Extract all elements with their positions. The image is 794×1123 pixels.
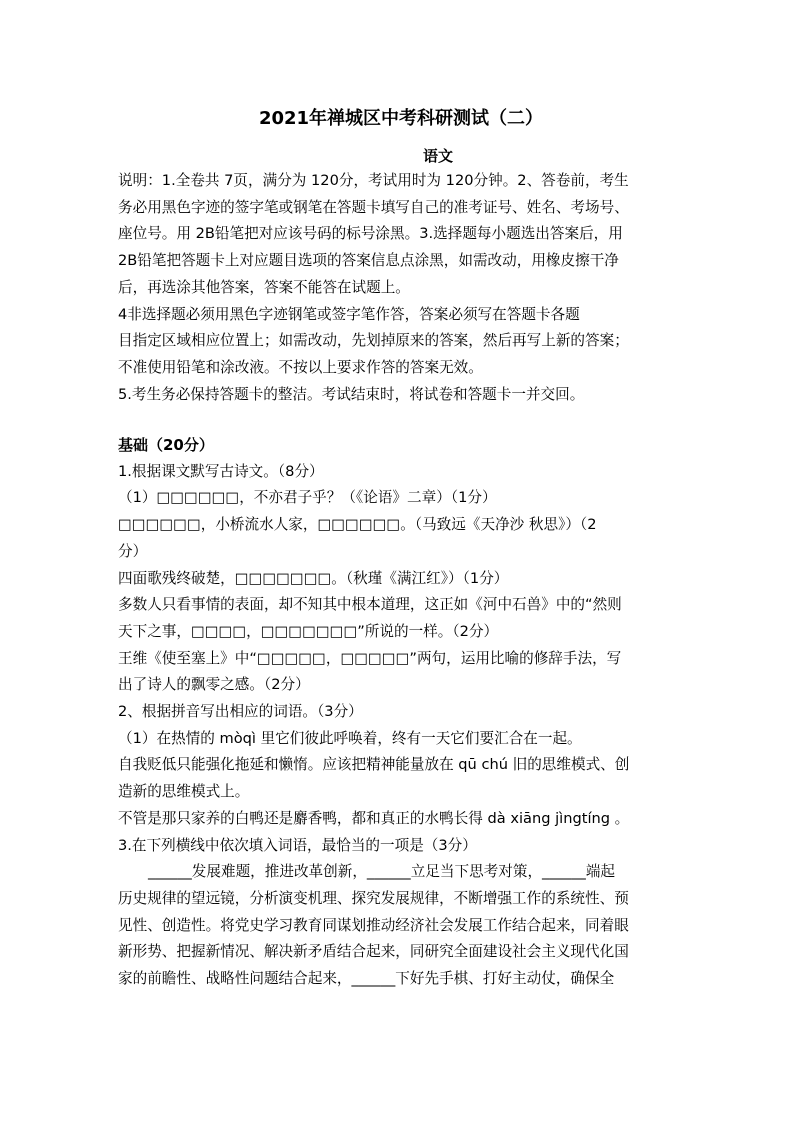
instruction-line: 5.考生务必保持答题卡的整洁。考试结束时，将试卷和答题卡一并交回。 (118, 385, 585, 403)
passage-line: 新形势、把握新情况、解决新矛盾结合起来，同研究全面建设社会主义现代化国 (118, 943, 629, 961)
question-line: 天下之事，□□□□，□□□□□□□”所说的一样。（2分） (118, 622, 499, 640)
question-line: 3.在下列横线中依次填入词语，最恰当的一项是（3分） (118, 836, 477, 854)
instructions (118, 168, 684, 408)
section-heading: 基础（20分） (118, 436, 214, 454)
question-line: 出了诗人的飘零之感。（2分） (118, 676, 310, 694)
instruction-line: 4非选择题必须用黑色字迹钢笔或签字笔作答，答案必须写在答题卡各题 (118, 305, 580, 323)
passage-line: 家的前瞻性、战略性问题结合起来，______下好先手棋、打好主动仗，确保全 (118, 970, 615, 988)
instruction-line: 说明：1.全卷共 7页，满分为 120分，考试用时为 120分钟。2、答卷前，考生 (118, 172, 629, 189)
passage-line: 历史规律的望远镜，分析演变机理、探究发展规律，不断增强工作的系统性、预 (118, 889, 629, 907)
instruction-line: 座位号。用 2B铅笔把对应该号码的标号涂黑。3.选择题每小题选出答案后，用 (118, 225, 623, 243)
question-line: （1）在热情的 mòqì 里它们彼此呼唤着，终有一天它们要汇合在一起。 (118, 729, 582, 747)
question-line: 不管是那只家养的白鸭还是麝香鸭，都和真正的水鸭长得 dà xiāng jìngtíng 。 (118, 809, 630, 827)
instruction-line: 2B铅笔把答题卡上对应题目选项的答案信息点涂黑，如需改动，用橡皮擦干净 (118, 252, 619, 270)
question-line: □□□□□□，小桥流水人家，□□□□□□。（马致远《天净沙 秋思》）（2 (118, 516, 597, 534)
question-line: 王维《使至塞上》中“□□□□□，□□□□□”两句，运用比喻的修辞手法，写 (118, 649, 622, 667)
question-line: （1）□□□□□□，不亦君子乎？（《论语》二章）（1分） (118, 489, 497, 507)
question-line: 自我贬低只能强化拖延和懒惰。应该把精神能量放在 qū chú 旧的思维模式、创 (118, 756, 630, 774)
exam-title: 2021年禅城区中考科研测试（二） (258, 108, 544, 129)
section-foundation (118, 432, 684, 993)
instruction-line: 务必用黑色字迹的签字笔或钢笔在答题卡填写自己的准考证号、姓名、考场号、 (118, 198, 629, 216)
question-line: 多数人只看事情的表面，却不知其中根本道理，这正如《河中石兽》中的“然则 (118, 596, 622, 614)
question-line: 造新的思维模式上。 (118, 783, 250, 801)
question-line: 分） (118, 542, 148, 560)
instruction-line: 后，再选涂其他答案，答案不能答在试题上。 (118, 278, 410, 296)
question-line: 四面歌残终破楚，□□□□□□□。（秋瑾《满江红》）（1分） (118, 569, 509, 587)
passage-line: 见性、创造性。将党史学习教育同谋划推动经济社会发展工作结合起来，同着眼 (118, 916, 629, 934)
subject-label: 语文 (423, 147, 454, 165)
instruction-line: 目指定区域相应位置上；如需改动，先划掉原来的答案，然后再写上新的答案； (118, 332, 629, 350)
question-line: 2、根据拼音写出相应的词语。（3分） (118, 703, 363, 721)
passage-line: ______发展难题，推进改革创新，______立足当下思考对策，______端起 (148, 863, 616, 881)
instruction-line: 不准使用铅笔和涂改液。不按以上要求作答的答案无效。 (118, 358, 483, 376)
question-line: 1.根据课文默写古诗文。（8分） (118, 462, 324, 480)
